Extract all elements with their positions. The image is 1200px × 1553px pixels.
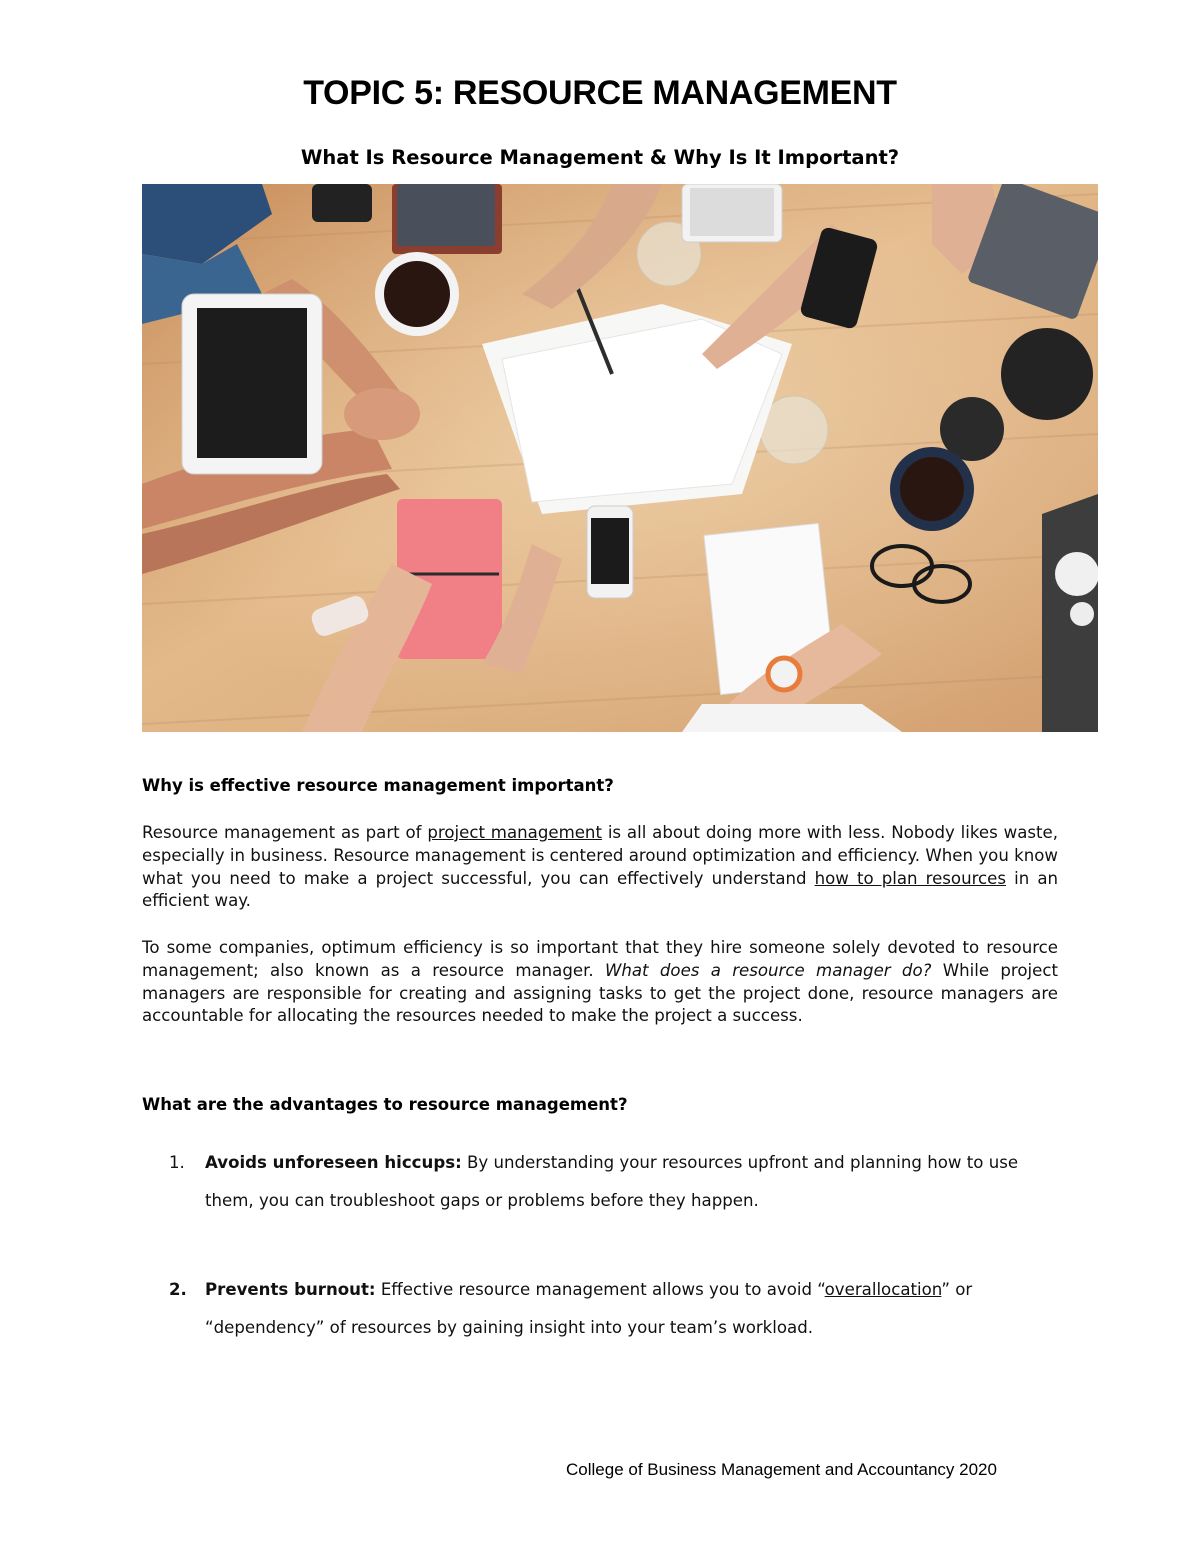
paragraph-resource-manager	[142, 937, 1058, 1028]
italic-question: What does a resource manager do?	[604, 960, 932, 980]
paragraph-text: Resource management as part of	[142, 823, 428, 842]
list-number: 2.	[169, 1280, 187, 1299]
page-title: TOPIC 5: RESOURCE MANAGEMENT	[303, 74, 897, 112]
how-to-plan-resources-link[interactable]: how to plan resources	[814, 868, 1007, 888]
section-heading-why-important: Why is effective resource management important?	[142, 776, 614, 795]
paragraph-resource-management-intro	[142, 822, 1058, 913]
section-heading-advantages: What are the advantages to resource management?	[142, 1095, 628, 1114]
paragraph-text: is all about doing more with less. Nobody likes waste, especially in business. Resource management is centered around optimization and efficiency. When you know what you need to make a project successful, you can effectively understand	[142, 823, 1058, 888]
list-item	[142, 1144, 1042, 1220]
paragraph-text: While project managers are responsible for creating and assigning tasks to get the project done, resource managers are accountable for allocating the resources needed to make the project a success.	[142, 960, 1058, 1026]
paragraph-text: To some companies, optimum efficiency is so important that they hire someone solely devoted to resource management; also known as a resource manager.	[142, 938, 1058, 980]
list-text: ” or “dependency” of resources by gaining insight into your team’s workload.	[205, 1280, 973, 1337]
list-term: Avoids unforeseen hiccups:	[205, 1153, 462, 1172]
list-number: 1.	[169, 1153, 185, 1172]
page-footer: College of Business Management and Accountancy 2020	[566, 1460, 997, 1479]
list-text: Effective resource management allows you to avoid “	[375, 1280, 825, 1299]
paragraph-text: in an efficient way.	[142, 868, 1059, 911]
list-item	[142, 1271, 1042, 1347]
hero-photo-team-meeting	[142, 184, 1098, 732]
list-text: By understanding your resources upfront and planning how to use them, you can troubleshoot gaps or problems before they happen.	[205, 1153, 1019, 1210]
overallocation-link[interactable]: overallocation	[824, 1280, 942, 1299]
project-management-link[interactable]: project management	[427, 823, 602, 842]
page-subtitle: What Is Resource Management & Why Is It Important?	[300, 146, 900, 169]
list-term: Prevents burnout:	[205, 1280, 376, 1299]
